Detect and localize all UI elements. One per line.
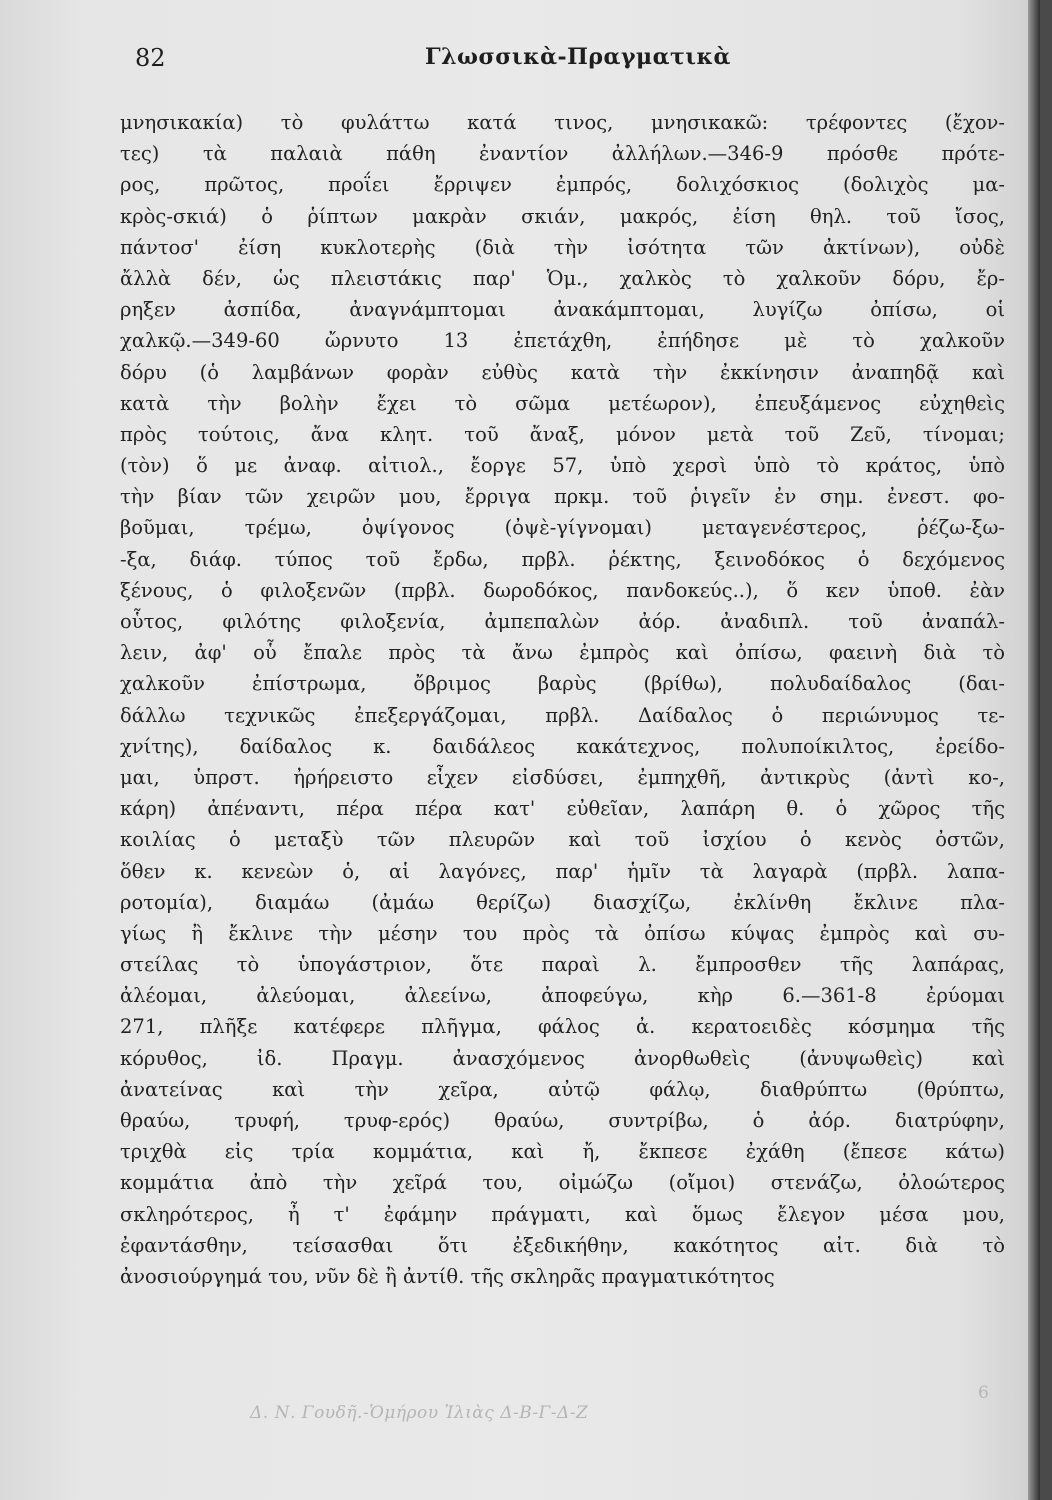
text-line: δόρυ (ὁ λαμβάνων φορὰν εὐθὺς κατὰ τὴν ἐκκίνησιν ἀναπηδᾷ καὶ [120,360,1005,384]
text-line: 271, πλῆξε κατέφερε πλῆγμα, φάλος ἀ. κερατοειδὲς κόσμημα τῆς [120,1015,1005,1039]
text-line: ὅθεν κ. κενεὼν ὁ, αἱ λαγόνες, παρ' ἡμῖν τὰ λαγαρὰ (πρβλ. λαπα- [120,859,1005,883]
commentary-body [120,107,1005,1292]
running-head: Γλωσσικὰ-Πραγματικὰ [425,44,731,70]
text-line: (τὸν) ὅ με ἀναφ. αἰτιολ., ἔοργε 57, ὑπὸ χερσὶ ὑπὸ τὸ κράτος, ὑπὸ [120,454,1005,478]
text-line: κάρη) ἀπέναντι, πέρα πέρα κατ' εὐθεῖαν, λαπάρη θ. ὁ χῶρος τῆς [120,797,1005,821]
text-line: θραύω, τρυφή, τρυφ-ερός) θραύω, συντρίβω, ὁ ἀόρ. διατρύφην, [120,1109,1005,1132]
text-line: ἀνοσιούργημά του, νῦν δὲ ἢ ἀντίθ. τῆς σκληρᾶς πραγματικότητος [120,1264,775,1288]
text-line: γίως ἢ ἔκλινε τὴν μέσην του πρὸς τὰ ὀπίσω κύψας ἐμπρὸς καὶ συ- [120,921,1005,945]
text-line: ἀλέομαι, ἀλεύομαι, ἀλεείνω, ἀποφεύγω, κὴρ 6.—361-8 ἐρύομαι [120,984,1005,1008]
text-line: ἀνατείνας καὶ τὴν χεῖρα, αὐτῷ φάλῳ, διαθρύπτω (θρύπτω, [120,1077,1005,1101]
printer-signature: Δ. Ν. Γουδῆ.-Ὁμήρου Ἰλιὰς Δ-Β-Γ-Δ-Ζ [250,1403,589,1423]
text-line: βοῦμαι, τρέμω, ὀψίγονος (ὀψὲ-γίγνομαι) μεταγενέστερος, ῥέζω-ξω- [120,516,1005,540]
text-line: χαλκῷ.—349-60 ὤρνυτο 13 ἐπετάχθη, ἐπήδησε μὲ τὸ χαλκοῦν [120,329,1005,353]
text-line: -ξα, διάφ. τύπος τοῦ ἔρδω, πρβλ. ῥέκτης, ξεινοδόκος ὁ δεχόμενος [120,547,1005,571]
text-line: ξένους, ὁ φιλοξενῶν (πρβλ. δωροδόκος, πανδοκεύς..), ὅ κεν ὑποθ. ἐὰν [120,578,1005,602]
text-line: σκληρότερος, ἦ τ' ἐφάμην πράγματι, καὶ ὅμως ἔλεγον μέσα μου, [120,1202,1005,1226]
text-line: στείλας τὸ ὑπογάστριον, ὅτε παραὶ λ. ἔμπροσθεν τῆς λαπάρας, [120,953,1005,977]
text-line: κομμάτια ἀπὸ τὴν χεῖρά του, οἰμώζω (οἴμοι) στενάζω, ὀλοώτερος [120,1171,1005,1195]
text-line: λειν, ἀφ' οὗ ἔπαλε πρὸς τὰ ἄνω ἐμπρὸς καὶ ὀπίσω, φαεινὴ διὰ τὸ [120,641,1005,665]
text-line: τες) τὰ παλαιὰ πάθη ἐναντίον ἀλλήλων.—346-9 πρόσθε πρότε- [120,142,1005,166]
text-line: κοιλίας ὁ μεταξὺ τῶν πλευρῶν καὶ τοῦ ἰσχίου ὁ κενὸς ὀστῶν, [120,828,1005,852]
text-line: χαλκοῦν ἐπίστρωμα, ὄβριμος βαρὺς (βρίθω), πολυδαίδαλος (δαι- [120,672,1005,696]
text-line: χνίτης), δαίδαλος κ. δαιδάλεος κακάτεχνος, πολυποίκιλτος, ἐρείδο- [120,734,1005,758]
page-edge-shadow [1028,0,1040,1500]
text-line: ἐφαντάσθην, τείσασθαι ὅτι ἐξεδικήθην, κακότητος αἰτ. διὰ τὸ [120,1233,1005,1257]
sheet-number: 6 [978,1383,989,1403]
text-line: κρὸς-σκιά) ὁ ῥίπτων μακρὰν σκιάν, μακρός, ἐίση θηλ. τοῦ ἴσος, [120,204,1005,228]
text-line: μνησικακία) τὸ φυλάττω κατά τινος, μνησικακῶ: τρέφοντες (ἔχον- [120,111,1005,134]
text-line: ρος, πρῶτος, προΐει ἔρριψεν ἐμπρός, δολιχόσκιος (δολιχὸς μα- [120,173,1005,197]
text-line: πάντοσ' ἐίση κυκλοτερὴς (διὰ τὴν ἰσότητα τῶν ἀκτίνων), οὐδὲ [120,235,1005,259]
text-line: κόρυθος, ἰδ. Πραγμ. ἀνασχόμενος ἀνορθωθεὶς (ἀνυψωθεὶς) καὶ [120,1046,1005,1070]
text-line: δάλλω τεχνικῶς ἐπεξεργάζομαι, πρβλ. Δαίδαλος ὁ περιώνυμος τε- [120,703,1005,727]
text-line: ἄλλὰ δέν, ὡς πλειστάκις παρ' Ὁμ., χαλκὸς τὸ χαλκοῦν δόρυ, ἔρ- [120,266,1005,290]
text-line: ροτομία), διαμάω (ἀμάω θερίζω) διασχίζω, ἐκλίνθη ἔκλινε πλα- [120,890,1005,914]
text-line: κατὰ τὴν βολὴν ἔχει τὸ σῶμα μετέωρον), ἐπευξάμενος εὐχηθεὶς [120,391,1005,415]
text-line: τριχθὰ εἰς τρία κομμάτια, καὶ ἤ, ἔκπεσε ἐχάθη (ἔπεσε κάτω) [120,1140,1005,1164]
page-number: 82 [135,44,166,72]
text-line: πρὸς τούτοις, ἄνα κλητ. τοῦ ἄναξ, μόνον μετὰ τοῦ Ζεῦ, τίνομαι; [120,422,1005,446]
text-line: οὗτος, φιλότης φιλοξενία, ἀμπεπαλὼν ἀόρ. ἀναδιπλ. τοῦ ἀναπάλ- [120,610,1005,633]
text-line: μαι, ὑπρστ. ἠρήρειστο εἶχεν εἰσδύσει, ἐμπηχθῆ, ἀντικρὺς (ἀντὶ κο-, [120,765,1005,789]
text-line: ρηξεν ἀσπίδα, ἀναγνάμπτομαι ἀνακάμπτομαι, λυγίζω ὀπίσω, οἱ [120,298,1005,322]
text-line: τὴν βίαν τῶν χειρῶν μου, ἔρριγα πρκμ. τοῦ ῥιγεῖν ἐν σημ. ἐνεστ. φο- [120,485,1005,509]
